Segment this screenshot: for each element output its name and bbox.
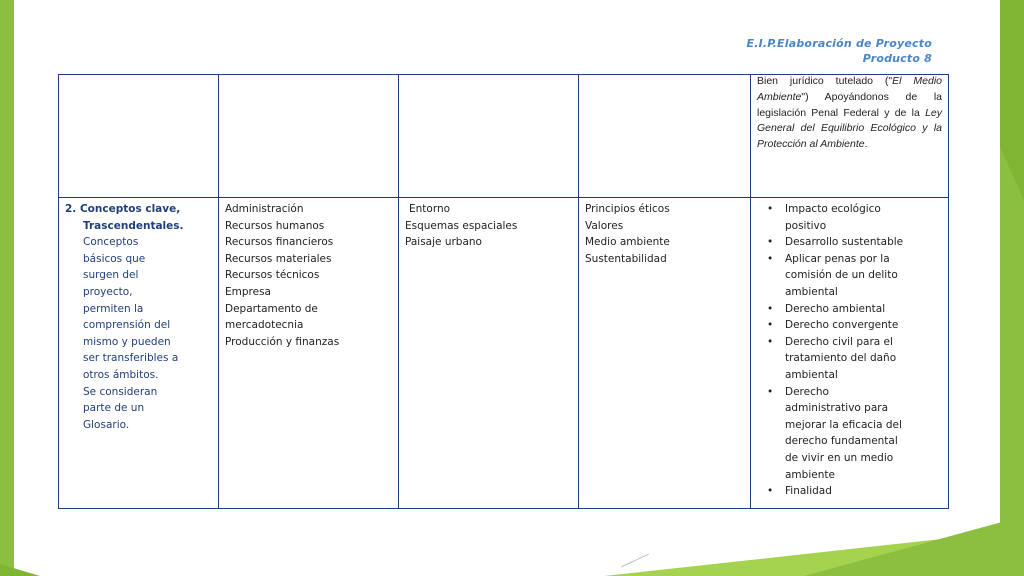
bullet-icon: • [767, 485, 774, 498]
legal-text-italic: El Medio Ambiente [757, 75, 942, 103]
list-item: Valores [585, 219, 624, 232]
concept-line: básicos que [83, 252, 146, 265]
bullet-text-line: positivo [785, 219, 827, 232]
bullet-text-line: Derecho ambiental [785, 302, 886, 315]
bullet-text-line: ambiental [785, 368, 838, 381]
list-item: Recursos financieros [225, 236, 334, 249]
concept-line: surgen del [83, 269, 139, 282]
concept-line: Conceptos [83, 236, 139, 249]
bullet-list-item [767, 301, 942, 318]
concept-line: permiten la [83, 302, 144, 315]
table-cell-principles [579, 198, 751, 509]
concept-line: mismo y pueden [83, 335, 171, 348]
list-item: mercadotecnia [225, 319, 304, 332]
bullet-list-item [767, 234, 942, 251]
list-item: Recursos humanos [225, 219, 325, 232]
table-row [59, 75, 949, 198]
list-item: Medio ambiente [585, 236, 670, 249]
bullet-text-line: Derecho convergente [785, 319, 899, 332]
green-corner-bottom-right-accent [804, 516, 1024, 576]
legal-text-part: ") Apoyándonos de la legislación Penal Federal y de la [757, 90, 942, 119]
bullet-text-line: comisión de un delito [785, 269, 898, 282]
bullet-text-line: administrativo para [785, 402, 889, 415]
table-cell-environment [399, 198, 579, 509]
table-cell-concept [59, 198, 219, 509]
concept-table [58, 74, 949, 509]
table-cell-empty [399, 75, 579, 198]
green-corner-bottom-left [0, 564, 40, 576]
table-cell-empty [579, 75, 751, 198]
concept-line: proyecto, [83, 285, 133, 298]
bullet-text-line: ambiental [785, 285, 838, 298]
list-item: Recursos técnicos [225, 269, 320, 282]
list-item: Entorno [409, 203, 451, 215]
table-cell-empty [59, 75, 219, 198]
bullet-text-line: Derecho civil para el [785, 335, 893, 348]
bullet-text-line: Desarrollo sustentable [785, 236, 904, 249]
bullet-text-line: mejorar la eficacia del [785, 418, 902, 431]
legal-text-part: Bien jurídico tutelado (" [757, 75, 893, 87]
bullet-icon: • [767, 203, 774, 215]
table-cell-law-topics [751, 198, 949, 509]
bullet-icon: • [767, 302, 774, 315]
bullet-icon: • [767, 319, 774, 332]
bullet-text-line: Impacto ecológico [785, 203, 881, 215]
list-item: Administración [225, 203, 304, 215]
concept-line: parte de un [83, 402, 145, 415]
bullet-list-item [767, 483, 942, 500]
bullet-text-line: tratamiento del daño [785, 352, 897, 365]
bullet-text-line: Derecho [785, 385, 829, 398]
concept-line: Se consideran [83, 385, 158, 398]
concept-line: comprensión del [83, 319, 171, 332]
document-header [746, 36, 932, 66]
concept-subtitle: Trascendentales. [83, 219, 184, 232]
header-project-title: E.I.P.Elaboración de Proyecto [746, 37, 932, 50]
green-frame-left [0, 0, 14, 576]
bullet-icon: • [767, 385, 774, 398]
list-item: Esquemas espaciales [405, 219, 518, 232]
table-cell-empty [219, 75, 399, 198]
legal-text-italic: Ley General del Equilibrio Ecológico y la Protección al Ambiente [757, 106, 942, 151]
concept-line: otros ámbitos. [83, 368, 159, 381]
list-item: Recursos materiales [225, 252, 332, 265]
bullet-text-line: de vivir en un medio [785, 451, 894, 464]
bullet-list-item [767, 317, 942, 334]
bullet-text-line: Aplicar penas por la [785, 252, 890, 265]
bullet-list [757, 201, 942, 500]
bullet-icon: • [767, 335, 774, 348]
list-item: Principios éticos [585, 203, 670, 215]
bullet-text-line: ambiente [785, 468, 835, 481]
bullet-text-line: Finalidad [785, 485, 832, 498]
bullet-list-item [767, 251, 942, 301]
list-item: Sustentabilidad [585, 252, 667, 265]
table-row [59, 198, 949, 509]
bullet-list-item [767, 201, 942, 234]
list-item: Paisaje urbano [405, 236, 482, 249]
concept-description [65, 234, 212, 433]
bullet-icon: • [767, 236, 774, 249]
bullet-text-line: derecho fundamental [785, 435, 898, 448]
bullet-list-item [767, 384, 942, 484]
concept-line: Glosario. [83, 418, 130, 431]
legal-paragraph [757, 74, 942, 153]
table-cell-administration [219, 198, 399, 509]
header-product-number: Producto 8 [862, 52, 932, 65]
legal-text-part: . [864, 138, 868, 151]
table-cell-legal-text [751, 75, 949, 198]
concept-line: ser transferibles a [83, 352, 179, 365]
list-item: Producción y finanzas [225, 335, 340, 348]
bullet-icon: • [767, 252, 774, 265]
concept-title: 2. Conceptos clave, [65, 203, 181, 215]
list-item: Empresa [225, 285, 271, 298]
list-item: Departamento de [225, 302, 318, 315]
bullet-list-item [767, 334, 942, 384]
